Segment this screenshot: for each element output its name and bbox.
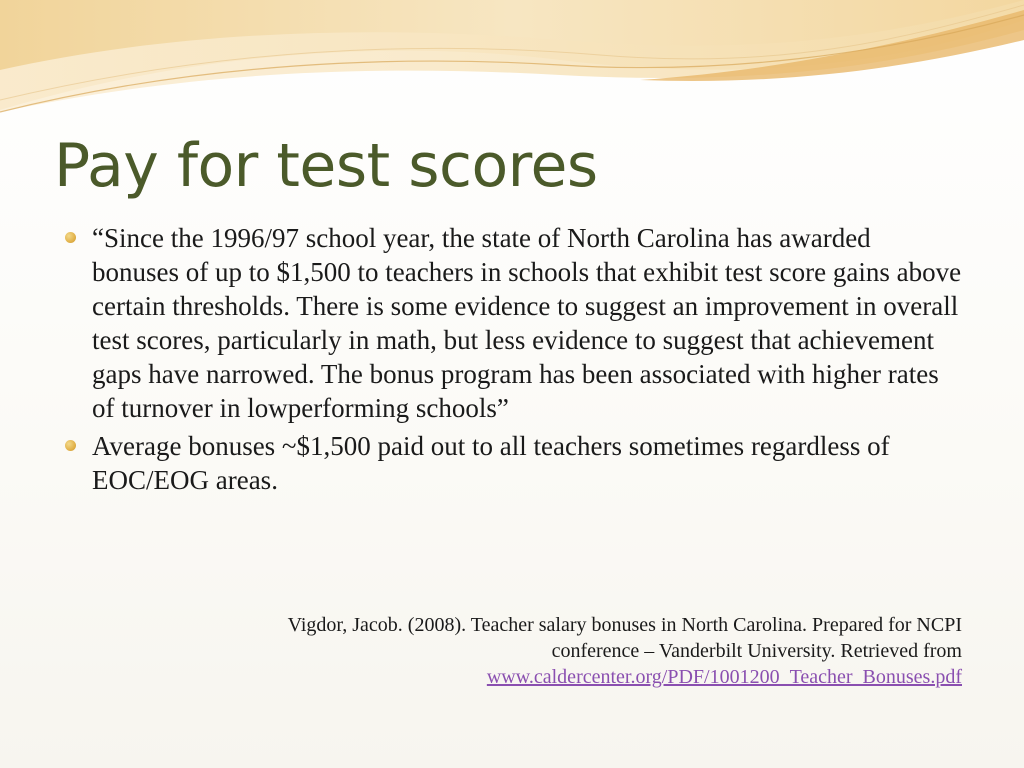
header-wave-decoration — [0, 0, 1024, 140]
bullet-item-quote — [62, 221, 962, 425]
citation-line: conference – Vanderbilt University. Retrieved from — [551, 640, 962, 662]
bullet-list — [62, 221, 962, 501]
bullet-text: Average bonuses ~$1,500 paid out to all teachers sometimes regardless of EOC/EOG areas. — [92, 431, 890, 495]
bullet-text: “Since the 1996/97 school year, the state of North Carolina has awarded bonuses of up to $1,500 to teachers in schools that exhibit test score gains above certain thresholds. There is some evidence to suggest an improvement in overall test scores, particularly in math, but less evidence to suggest that achievement gaps have narrowed. The bonus program has been associated with higher rates of turnover in lowperforming schools” — [92, 223, 962, 423]
bullet-icon — [65, 440, 76, 451]
citation-link[interactable]: www.caldercenter.org/PDF/1001200_Teacher_Bonuses.pdf — [486, 666, 962, 688]
bullet-item-average-bonuses — [62, 429, 962, 497]
citation-line: Vigdor, Jacob. (2008). Teacher salary bonuses in North Carolina. Prepared for NCPI — [287, 614, 962, 636]
bullet-icon — [65, 232, 76, 243]
page-title: Pay for test scores — [54, 131, 598, 201]
citation — [142, 612, 962, 690]
